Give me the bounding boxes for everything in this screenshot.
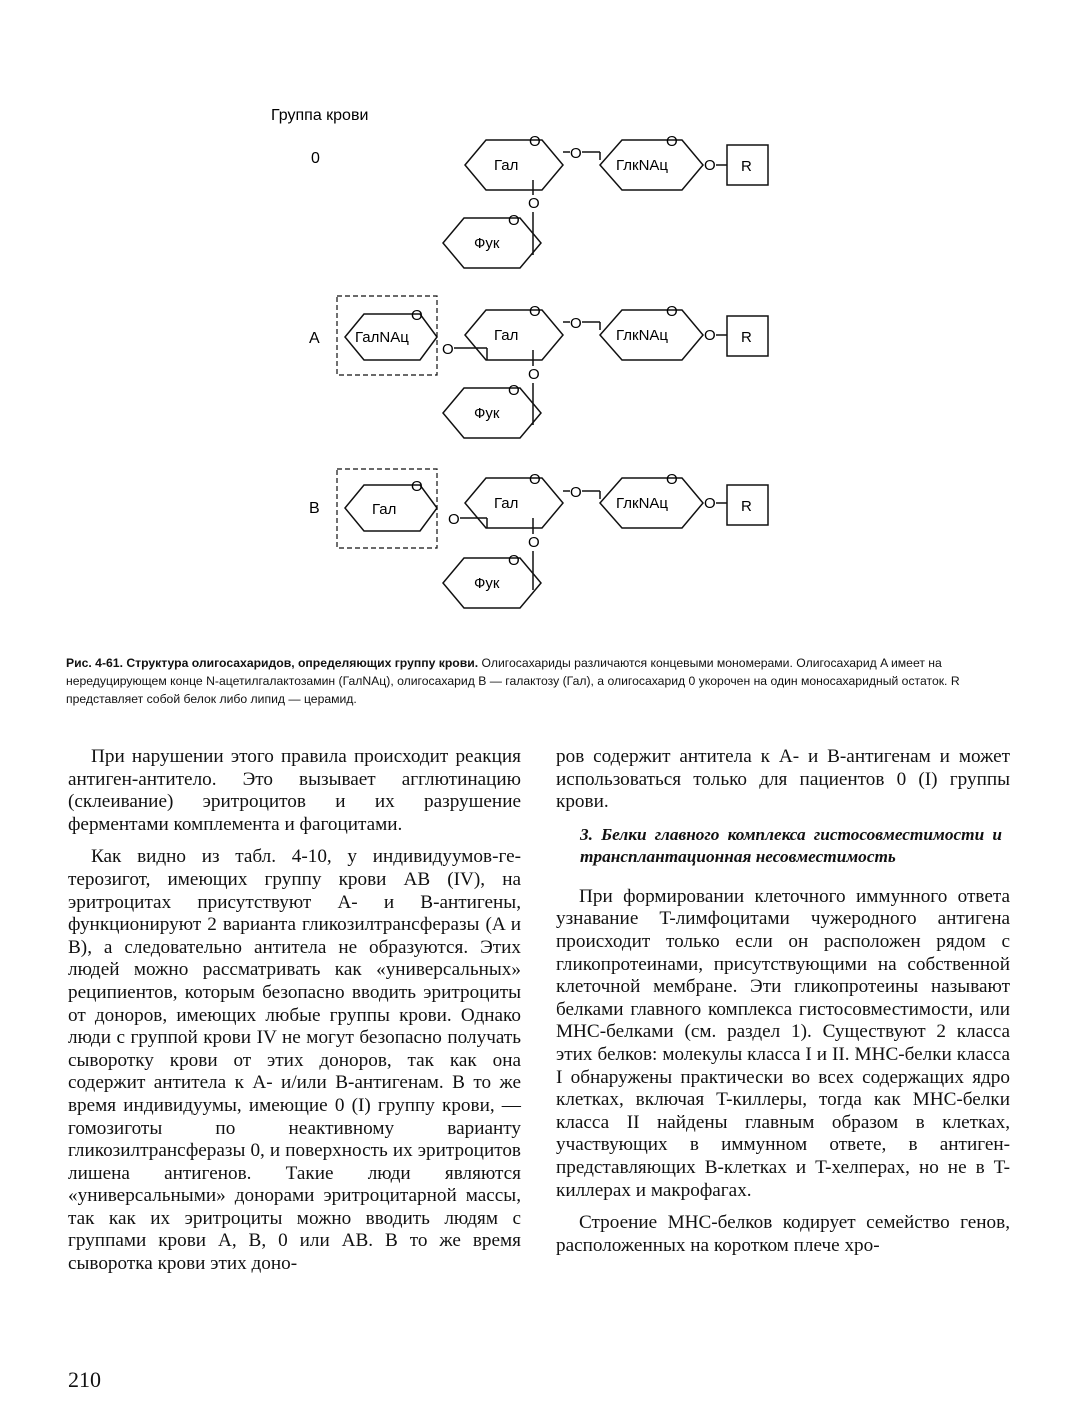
row-group-b xyxy=(309,469,768,608)
ring-oxygen: O xyxy=(529,133,541,150)
r-label: R xyxy=(741,158,752,175)
section-heading: 3. Белки главного комплекса гистосовместимости и трансплантационная несовместимость xyxy=(580,824,1002,866)
glycosidic-oxygen: O xyxy=(528,366,540,383)
gal-label: Гал xyxy=(494,495,519,512)
ring-oxygen: O xyxy=(411,478,423,495)
ring-oxygen: O xyxy=(411,307,423,324)
group-header: Группа крови xyxy=(271,107,369,124)
gal-label: Гал xyxy=(494,327,519,344)
page-number: 210 xyxy=(68,1367,101,1392)
galnac-label: ГалNAц xyxy=(355,329,409,346)
left-column xyxy=(68,746,521,1286)
glycosidic-oxygen: O xyxy=(442,341,454,358)
glycosidic-oxygen: O xyxy=(448,511,460,528)
glycosidic-oxygen: O xyxy=(570,315,582,332)
glycosidic-oxygen: O xyxy=(704,495,716,512)
glycosidic-oxygen: O xyxy=(704,327,716,344)
oligosaccharide-diagram xyxy=(0,0,1077,640)
figure-caption xyxy=(66,654,1011,708)
paragraph: При нарушении этого правила происходит реакция антиген-антитело. Это вызывает агглютинацию (склеивание) эритроцитов и их разрушение ферментами комплемента и фагоцитами. xyxy=(68,746,521,835)
ring-oxygen: O xyxy=(508,552,520,569)
terminal-gal-label: Гал xyxy=(372,501,397,518)
fuc-label: Фук xyxy=(474,575,500,592)
glycosidic-oxygen: O xyxy=(704,157,716,174)
ring-oxygen: O xyxy=(666,303,678,320)
glcnac-label: ГлкNAц xyxy=(616,495,669,512)
blood-group-figure xyxy=(0,0,1077,640)
caption-text: Олигосахариды различаются концевыми мономерами. Олигосахарид A имеет на нередуцирующем конце N-ацетилгалактозамин (ГалNAц), олигосахарид B — галактозу (Гал), а олигосахарид 0 укорочен на один моносахаридный остаток. R представляет собой белок либо липид — церамид. xyxy=(66,656,960,706)
fuc-label: Фук xyxy=(474,405,500,422)
right-column xyxy=(556,746,1010,1267)
r-label: R xyxy=(741,498,752,515)
r-label: R xyxy=(741,329,752,346)
glcnac-label: ГлкNAц xyxy=(616,327,669,344)
gal-label: Гал xyxy=(494,157,519,174)
group-label: 0 xyxy=(311,150,320,167)
glycosidic-oxygen: O xyxy=(570,484,582,501)
ring-oxygen: O xyxy=(508,212,520,229)
paragraph: При формировании клеточного иммунного ответа узнавание T-лимфоцитами чужеродного антигена происходит только если он расположен рядом с гликопротеинами, присутствующими на собственной клеточной мембране. Эти гликопротеины называют белками главного комплекса гистосовместимости, или MHC-белками (см. раздел 1). Существуют 2 класса этих белков: молекулы класса I и II. MHC-белки класса I обнаружены практически во всех содержащих ядро клетках, включая T-киллеры, тогда как MHC-белки класса II найдены главным образом в клетках, участвующих в иммунном ответе, в антиген-представляющих B-клетках и T-хелперах, но не в T-киллерах и макрофагах. xyxy=(556,885,1010,1201)
glycosidic-oxygen: O xyxy=(570,145,582,162)
group-label: B xyxy=(309,500,320,517)
ring-oxygen: O xyxy=(666,471,678,488)
glycosidic-oxygen: O xyxy=(528,195,540,212)
group-label: A xyxy=(309,330,320,347)
fuc-label: Фук xyxy=(474,235,500,252)
paragraph: ров содержит антитела к A- и B-антигенам и может использоваться только для пациентов 0 (I) группы крови. xyxy=(556,746,1010,813)
paragraph: Строение MHC-белков кодирует семейство генов, расположенных на коротком плече хро- xyxy=(556,1212,1010,1256)
ring-oxygen: O xyxy=(508,382,520,399)
glycosidic-oxygen: O xyxy=(528,534,540,551)
ring-oxygen: O xyxy=(529,303,541,320)
ring-oxygen: O xyxy=(666,133,678,150)
caption-lead: Рис. 4-61. Структура олигосахаридов, определяющих группу крови. xyxy=(66,656,479,670)
row-group-0 xyxy=(311,133,768,268)
row-group-a xyxy=(309,296,768,438)
glcnac-label: ГлкNAц xyxy=(616,157,669,174)
paragraph: Как видно из табл. 4-10, у индивидуумов-гетерозигот, имеющих группу крови AB (IV), на эритроцитах присутствуют A- и B-антигены, функционируют 2 варианта гликозилтрансферазы (A и B), а следовательно антитела не образуются. Этих людей можно рассматривать как «универсальных» реципиентов, которым безопасно вводить эритроциты от доноров, имеющих любые группы крови. Однако люди с группой крови IV не могут безопасно получать сыворотку крови от этих доноров, так как она содержит антитела к A- и/или B-антигенам. В то же время индивидуумы, имеющие 0 (I) группу крови, — гомозиготы по неактивному варианту гликозилтрансферазы 0, и поверхность их эритроцитов лишена антигенов. Такие люди являются «универсальными» донорами эритроцитарной массы, так как их эритроциты можно вводить людям с группами крови A, B, 0 или AB. В то же время сыворотка крови этих доно- xyxy=(68,846,521,1275)
ring-oxygen: O xyxy=(529,471,541,488)
